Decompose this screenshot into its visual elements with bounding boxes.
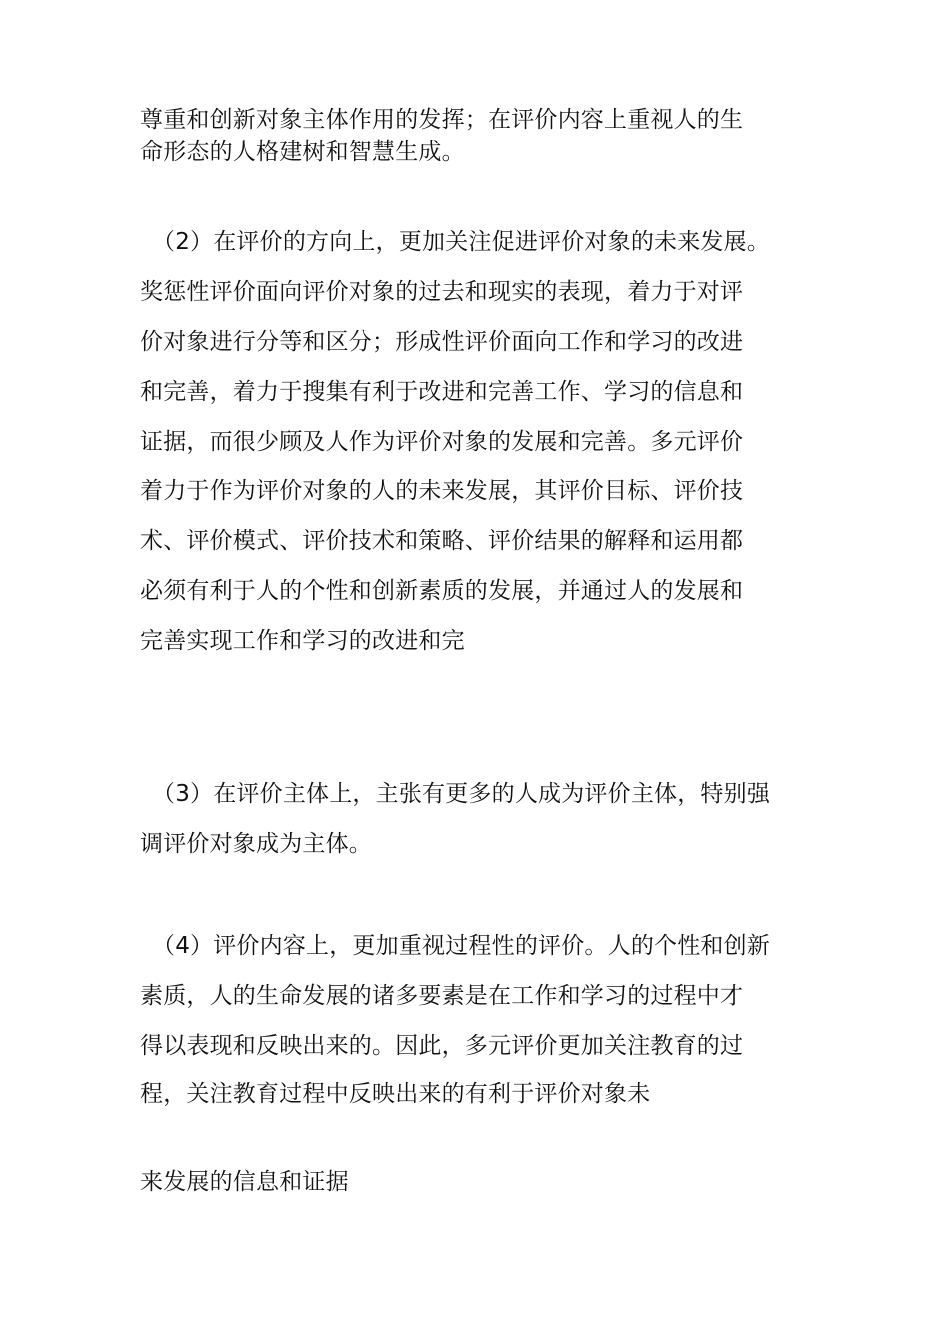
paragraph-2-line-5: 证据，而很少顾及人作为评价对象的发展和完善。多元评价 (140, 429, 744, 455)
paragraph-5-line-1: 来发展的信息和证据 (140, 1169, 349, 1195)
paragraph-2-line-3: 价对象进行分等和区分；形成性评价面向工作和学习的改进 (140, 329, 744, 355)
paragraph-2-line-2: 奖惩性评价面向评价对象的过去和现实的表现，着力于对评 (140, 279, 744, 305)
paragraph-4-line-3: 得以表现和反映出来的。因此，多元评价更加关注教育的过 (140, 1033, 744, 1059)
paragraph-1-line-2: 命形态的人格建树和智慧生成。 (140, 139, 465, 165)
paragraph-4-line-2: 素质，人的生命发展的诸多要素是在工作和学习的过程中才 (140, 983, 744, 1009)
paragraph-4-line-1: （4）评价内容上，更加重视过程性的评价。人的个性和创新 (152, 933, 771, 959)
paragraph-2-line-1: （2）在评价的方向上，更加关注促进评价对象的未来发展。 (152, 229, 771, 255)
paragraph-2-line-7: 术、评价模式、评价技术和策略、评价结果的解释和运用都 (140, 528, 744, 554)
paragraph-1-line-1: 尊重和创新对象主体作用的发挥；在评价内容上重视人的生 (140, 107, 744, 133)
paragraph-2-line-9: 完善实现工作和学习的改进和完 (140, 628, 465, 654)
paragraph-2-line-4: 和完善，着力于搜集有利于改进和完善工作、学习的信息和 (140, 379, 744, 405)
paragraph-3-line-2: 调评价对象成为主体。 (140, 831, 372, 857)
paragraph-2-line-8: 必须有利于人的个性和创新素质的发展，并通过人的发展和 (140, 578, 744, 604)
paragraph-2-line-6: 着力于作为评价对象的人的未来发展，其评价目标、评价技 (140, 478, 744, 504)
paragraph-3-line-1: （3）在评价主体上，主张有更多的人成为评价主体，特别强 (152, 781, 771, 807)
paragraph-4-line-4: 程，关注教育过程中反映出来的有利于评价对象未 (140, 1081, 651, 1107)
